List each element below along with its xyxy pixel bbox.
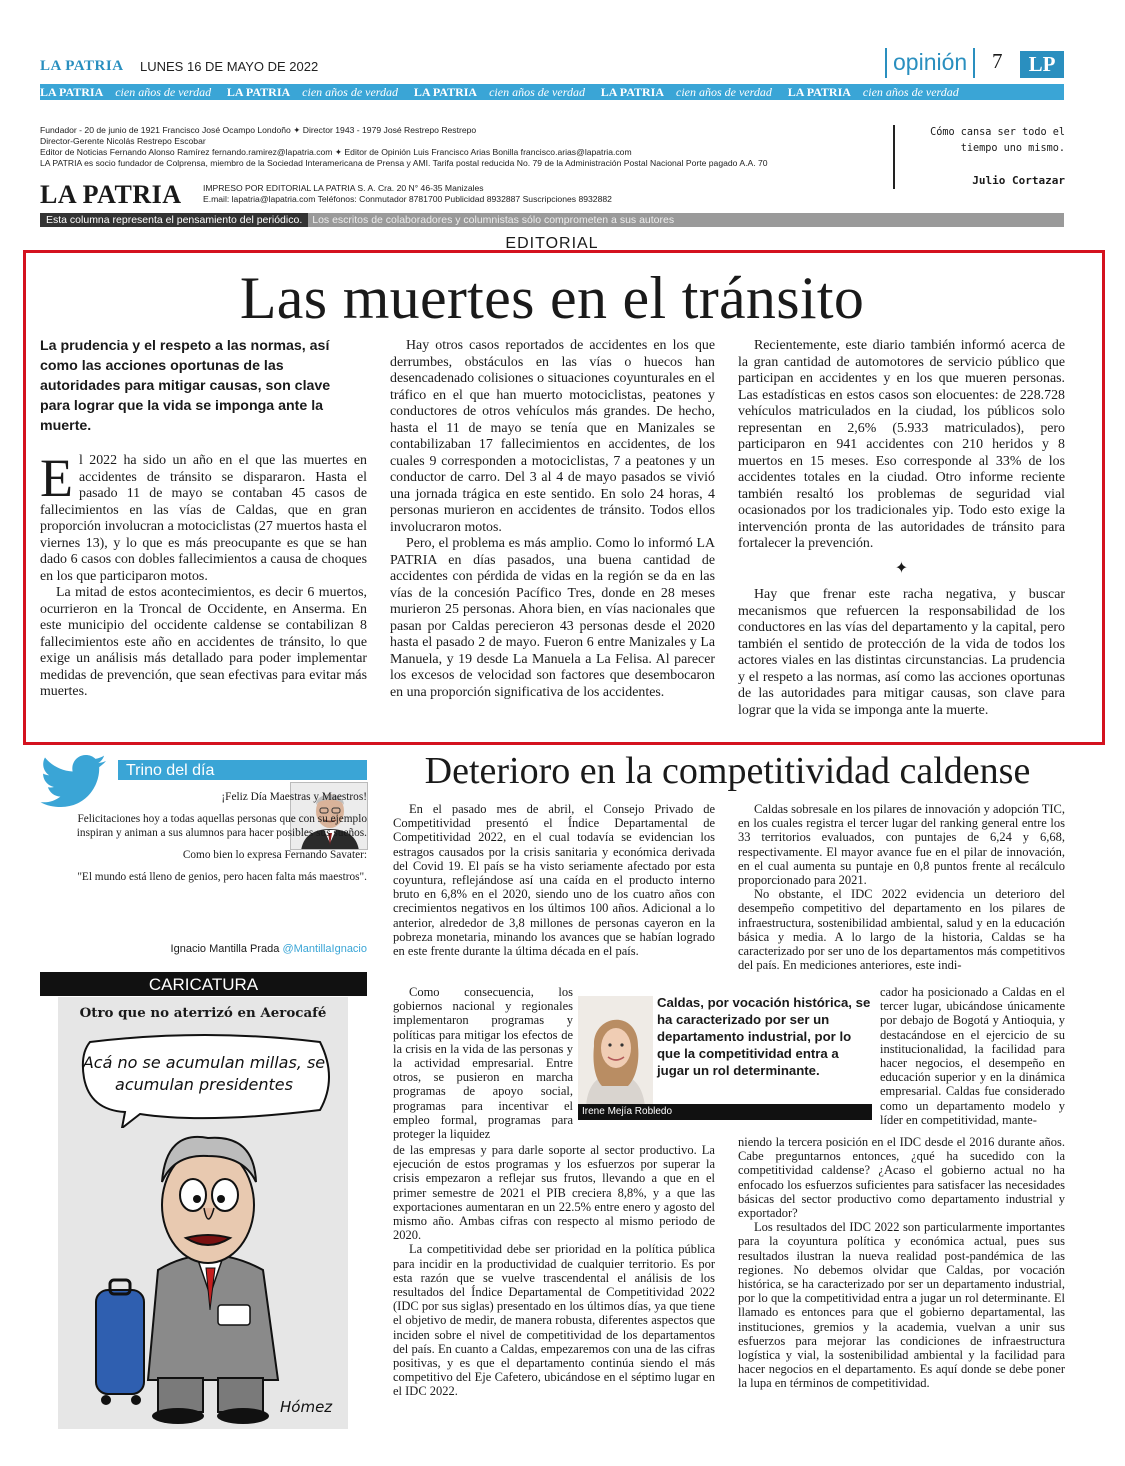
strip-tagline: cien años de verdad bbox=[489, 85, 585, 99]
issue-date: LUNES 16 DE MAYO DE 2022 bbox=[140, 59, 319, 74]
editorial-paragraph: Recientemente, este diario también informó acerca de la gran cantidad de automotores de servicio público que participan en accidentes y en los que mueren personas. Las estadísticas en estos casos son elocuentes: de 228.728 vehículos matriculados en la ciudad, los públicos solo representan en 2,6% (5.933 matriculados), pero participaron en 941 accidentes con 210 heridos y 8 muertos en 15 meses. Eso corresponde al 33% de los accidentes totales en la ciudad. Otro informe reciente también resaltó los problemas de seguridad vial ocasionados por los tradicionales yip. Todo esto exige la intervención pronta de las autoridades de tránsito para fortalecer la prevención. bbox=[738, 338, 1065, 551]
article-paragraph: Como consecuencia, los gobiernos nacional y regionales implementaron programas y políticas para mitigar los efectos de la crisis en la vida de las personas y la actividad empresarial. Entre otros, se pusieron en marcha programas de apoyo social, programas para incentivar el empleo formal, programas para proteger la liquidez bbox=[393, 985, 573, 1142]
caricature-label: CARICATURA bbox=[40, 972, 367, 996]
pull-quote: Caldas, por vocación histórica, se ha caracterizado por ser un departamento industrial, por lo que la competitividad entra a jugar un rol determinante. bbox=[657, 995, 871, 1078]
article-column-1-wrap bbox=[393, 985, 573, 1141]
editorial-paragraph: l 2022 ha sido un año en el que las muertes en accidentes de tránsito se dispararon. Hasta el pasado 11 de mayo se contaban 45 casos de fallecimientos en las vías de Caldas, que en gran proporción involucran a motociclistas (27 muertos hasta el viernes 13), y lo que es más preocupante es que se han dado 6 casos con dobles fallecimientos a causa de choques en los que participaron motos. bbox=[40, 453, 367, 584]
strip-brand: LA PATRIA bbox=[40, 85, 104, 99]
article-paragraph: cador ha posicionado a Caldas en el tercer lugar, ubicándose únicamente por debajo de Bogotá y Antioquia, y destacándose en el ejercicio de su institucionalidad, la facilidad para hacer negocios, el desempeño en educación superior y en la dinámica empresarial. Caldas fue considerado como un departamento modelo y líder en competitividad, mante- bbox=[880, 985, 1065, 1127]
page-number: 7 bbox=[992, 49, 1003, 73]
print-line: IMPRESO POR EDITORIAL LA PATRIA S. A. Cra. 20 N° 46-35 Manizales bbox=[203, 183, 484, 193]
trino-line: Como bien lo expresa Fernando Savater: bbox=[182, 849, 367, 861]
article-paragraph: La competitividad debe ser prioridad en la política pública para incidir en la productividad de cualquier territorio. Es por esta razón que se vuelve trascendental el análisis de los resultados del Índice Departamental de Competitividad 2022 (IDC por sus siglas) presentado en los últimos días, ya que tiene el objetivo de medir, de manera robusta, diferentes aspectos que inciden sobre el nivel de competitividad de los departamentos del país. En cuanto a Caldas, empezaremos con una de las cifras positivas, y es que el departamento continúa siendo el más competitivo del Eje Cafetero, ubicándose en el séptimo lugar en el IDC 2022. bbox=[393, 1242, 715, 1399]
masthead-line: LA PATRIA es socio fundador de Colprensa, miembro de la Sociedad Interamericana de Prensa y AMI. Tarifa postal reducida No. 79 de la Administración Postal Nacional Porte pagado A.A. 70 bbox=[40, 158, 768, 168]
article-paragraph: En el pasado mes de abril, el Consejo Privado de Competitividad presentó el Índice Departamental de Competitividad 2022, en el cual todavía se evidencian los estragos causados por la crisis sanitaria y económica derivada del Covid 19. El país se ha visto seriamente afectado por esta coyuntura, reflejándose así una caída en el producto interno bruto en 6,8% en el 2020, siendo uno de los cuatro años con crecimientos negativos en los últimos 100 años. Adicional a lo anterior, alrededor de 3,8 millones de personas cayeron en la pobreza monetaria, minando los avances que se habían logrado en este frente durante la última década en el país. bbox=[393, 802, 715, 959]
brand-logo: LA PATRIA bbox=[40, 58, 124, 74]
strip-tagline: cien años de verdad bbox=[302, 85, 399, 99]
editorial-paragraph: Hay otros casos reportados de accidentes en los que derrumbes, obstáculos en las vías o huecos han desencadenado colisiones o situaciones coyunturales en el tráfico en el que han muerto motociclistas, peatones y conductores de otros vehículos más grandes. De hecho, hasta el 11 de mayo se tenía que en Manizales se contabilizaban 17 fallecimientos en accidentes, de los cuales 9 corresponden a motociclistas, 7 a peatones y un conductor de carro. Del 3 al 4 de mayo pasados se vivió una jornada trágica en este sentido. En solo 24 horas, 4 personas murieron en accidentes de tránsito. Todos ellos involucraron motos. bbox=[390, 338, 715, 535]
trino-label: Trino del día bbox=[118, 760, 367, 780]
trino-handle[interactable]: @MantillaIgnacio bbox=[282, 943, 367, 955]
strip-tagline: cien años de verdad bbox=[862, 85, 959, 99]
article-paragraph: Los resultados del IDC 2022 son particularmente importantes para la coyuntura política y económica actual, pues sus resultados ilustran la nueva realidad post-pandémica de las regiones. No debemos olvidar que Caldas, por vocación histórica, se ha caracterizado por ser un departamento industrial, por lo que la competitividad entra a jugar un rol determinante. El llamado es entonces para que el gobierno departamental, las instituciones, gremios y la academia, vuelvan a unir sus esfuerzos para mejorar las condiciones de infraestructura logística y vial, la sostenibilidad ambiental y la facilidad para hacer negocios en el departamento. Es aquí donde se debe poner la lupa en términos de competitividad. bbox=[738, 1220, 1065, 1391]
trino-line: ¡Feliz Día Maestras y Maestros! bbox=[221, 791, 367, 803]
disclaimer-bar bbox=[40, 213, 1064, 227]
article-paragraph: Caldas sobresale en los pilares de innovación y adopción TIC, en los cuales registra el tercer lugar del ranking general entre los 33 territorios evaluados, con puntajes de 6,24 y 6,68, respectivamente. El mayor avance fue en el pilar de innovación, en el cual aumenta su puntaje en 0,8 puntos frente al recálculo proporcionado para 2021. bbox=[738, 802, 1065, 888]
trino-text bbox=[40, 790, 367, 892]
article-column-2-wrap bbox=[880, 985, 1065, 1127]
diamond-divider: ✦ bbox=[894, 559, 909, 577]
lp-logo: LP bbox=[1020, 51, 1064, 78]
article-paragraph: No obstante, el IDC 2022 evidencia un deterioro del desempeño competitivo del departamento en los pilares de infraestructura, sostenibilidad ambiental, salud y en la educación básica y media. A lo largo de la historia, Caldas se ha caracterizado por ser uno de los departamentos más competitivos del país. En mediciones anteriores, este indi- bbox=[738, 887, 1065, 973]
caricature-title: Otro que no aterrizó en Aerocafé bbox=[79, 1005, 327, 1021]
trino-author: Ignacio Mantilla Prada bbox=[170, 943, 280, 955]
trino-signature bbox=[40, 943, 367, 955]
masthead-logo: LA PATRIA bbox=[40, 180, 182, 209]
editorial-label: EDITORIAL bbox=[505, 235, 599, 249]
editorial-column-1 bbox=[40, 448, 367, 701]
masthead-line: Director-Gerente Nicolás Restrepo Escobar bbox=[40, 136, 206, 146]
article-column-1 bbox=[393, 802, 715, 958]
caricature-drawing bbox=[58, 1120, 348, 1425]
editorial-column-3 bbox=[738, 338, 1065, 719]
quote-author: Julio Cortazar bbox=[972, 174, 1065, 187]
article-paragraph: niendo la tercera posición en el IDC desde el 2016 durante años. Cabe preguntarnos entonces, ¿qué ha sucedido con la competitividad caldense? ¿Acaso el gobierno actual no ha enfocado los esfuerzos suficientes para satisfacer las necesidades básicas del sector productivo como departamento industrial y exportador? bbox=[738, 1135, 1065, 1221]
drop-cap: E bbox=[40, 448, 73, 508]
masthead-info bbox=[40, 125, 840, 169]
editorial-paragraph: Hay que frenar este racha negativa, y buscar mecanismos que refuercen la responsabilidad de los conductores en las vías del departamento y la capital, pero también el sentido de protección de la vida de todos los actores viales en las distintas circunstancias. La prudencia y el respeto a las normas, así como las acciones oportunas de las autoridades para mitigar causas, son clave para lograr que la vida se imponga ante la muerte. bbox=[738, 587, 1065, 718]
caricature-signature: Hómez bbox=[280, 1398, 333, 1416]
strip-brand: LA PATRIA bbox=[413, 85, 478, 99]
print-line: E.mail: lapatria@lapatria.com Teléfonos: Conmutador 8781700 Publicidad 8932887 Suscripciones 8932882 bbox=[203, 194, 612, 204]
author-portrait bbox=[578, 996, 653, 1106]
quote-rule bbox=[893, 125, 895, 189]
speech-bubble-text: Acá no se acumulan millas, se acumulan presidentes bbox=[82, 1053, 326, 1094]
author-photo bbox=[578, 996, 653, 1106]
section-name: opinión bbox=[885, 48, 975, 78]
strip-brand: LA PATRIA bbox=[787, 85, 851, 99]
article-column-2-bottom bbox=[738, 1135, 1065, 1391]
trino-line: "El mundo está lleno de genios, pero hacen falta más maestros". bbox=[77, 871, 367, 883]
disclaimer-secondary: Los escritos de colaboradores y columnistas sólo comprometen a sus autores bbox=[312, 214, 675, 226]
editorial-column-2 bbox=[390, 338, 715, 701]
strip-tagline: cien años de verdad bbox=[676, 85, 772, 99]
strip-brand: LA PATRIA bbox=[226, 85, 291, 99]
article-title: Deterioro en la competitividad caldense bbox=[424, 750, 1031, 792]
brand-strip bbox=[40, 84, 1064, 100]
editorial-title: Las muertes en el tránsito bbox=[239, 265, 865, 331]
article-column-1-bottom bbox=[393, 1143, 715, 1399]
disclaimer-main: Esta columna representa el pensamiento del periódico. bbox=[40, 213, 308, 227]
masthead-line: Fundador - 20 de junio de 1921 Francisco José Ocampo Londoño ✦ Director 1943 - 1979 José Restrepo Restrepo bbox=[40, 125, 477, 135]
editorial-paragraph: La mitad de estos acontecimientos, es decir 6 muertos, ocurrieron en la Troncal de Occidente, en Anserma. En este municipio del occidente caldense se contabilizan 8 fallecimientos este año en accidentes de tránsito, lo que exige un análisis más detallado para poder implementar medidas de prevención, que sean efectivas para evitar más muertes. bbox=[40, 585, 367, 699]
editorial-paragraph: Pero, el problema es más amplio. Como lo informó LA PATRIA en días pasados, una buena cantidad de accidentes con pérdida de vidas en la región se da en las vías de la concesión Pacífico Tres, donde en 28 meses murieron 25 personas. Ahora bien, en vías nacionales que pasan por Caldas perecieron 43 personas desde el 2020 hasta el pasado 2 de mayo. Fueron 6 entre Manizales y La Manuela, y 19 desde La Manuela a La Felisa. Al parecer los excesos de velocidad son factores que desembocaron en una proporción significativa de los accidentes. bbox=[390, 536, 715, 700]
article-paragraph: de las empresas y para darle soporte al sector productivo. La ejecución de estos programas y los esfuerzos por superar la crisis empezaron a reflejar sus frutos, llevando a que en el primer semestre de 2021 el PIB creciera 8,8%, y a que las exportaciones aumentaran en un 22.5% entre enero y agosto del mismo año. Ambas cifras con respecto al mismo periodo de 2020. bbox=[393, 1143, 715, 1243]
editorial-lead: La prudencia y el respeto a las normas, así como las acciones oportunas de las autoridades para mitigar causas, son clave para lograr que la vida se imponga ante la muerte. bbox=[40, 338, 331, 434]
article-column-2 bbox=[738, 802, 1065, 972]
print-info bbox=[203, 183, 612, 205]
trino-line: Felicitaciones hoy a todas aquellas personas que con su ejemplo inspiran y animan a sus alumnos para hacer posibles sus sueños. bbox=[76, 813, 367, 839]
strip-tagline: cien años de verdad bbox=[115, 85, 212, 99]
quote-text: Cómo cansa ser todo el tiempo uno mismo. bbox=[930, 127, 1065, 154]
author-name: Irene Mejía Robledo bbox=[578, 1104, 872, 1120]
strip-brand: LA PATRIA bbox=[600, 85, 664, 99]
masthead-line: Editor de Noticias Fernando Alonso Ramírez fernando.ramirez@lapatria.com ✦ Editor de Opinión Luis Francisco Arias Bonilla francisco.arias@lapatria.com bbox=[40, 147, 632, 157]
